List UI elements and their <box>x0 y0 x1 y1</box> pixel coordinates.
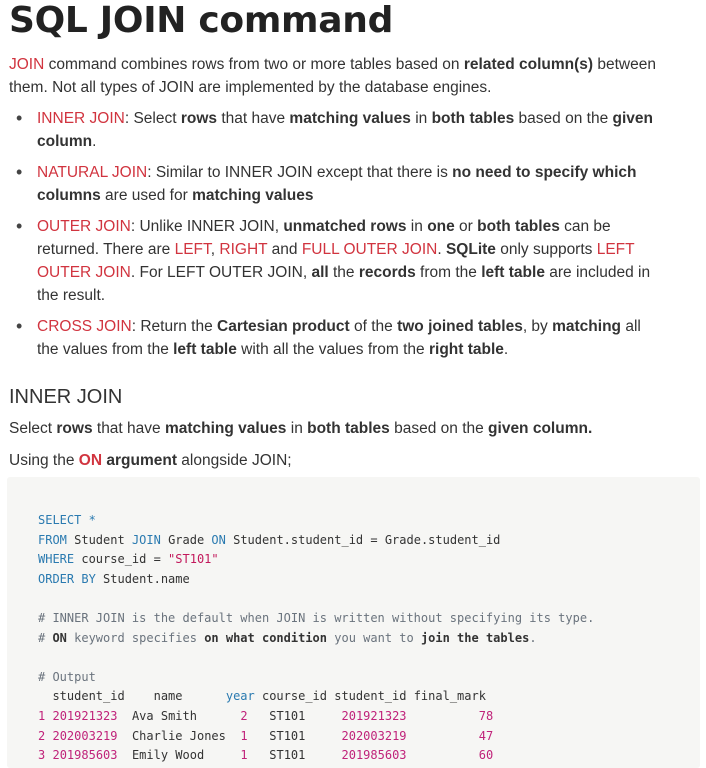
page-title: SQL JOIN command <box>9 0 394 41</box>
sql-code: SELECT * FROM Student JOIN Grade ON Student.student_id = Grade.student_id WHERE course_id = "ST101" ORDER BY Student.name # INNER JOIN is the default when JOIN is written without specifying its type. # ON keyword specifies on what condition you want to join the tables. # Output student_id name year course_id student_id final_mark 1 201921323 Ava Smith 2 ST101 201921323 78 2 202003219 Charlie Jones 1 ST101 202003219 47 3 201985603 Emily Wood 1 ST101 201985603 60 <box>38 513 595 763</box>
list-item-natural-join: • NATURAL JOIN: Similar to INNER JOIN except that there is no need to specify which columns are used for matching values <box>9 161 659 207</box>
join-types-list <box>9 107 659 369</box>
code-comment: # INNER JOIN is the default when JOIN is written without specifying its type. <box>38 610 595 625</box>
section-heading-inner-join: INNER JOIN <box>9 386 123 408</box>
list-item-outer-join: • OUTER JOIN: Unlike INNER JOIN, unmatched rows in one or both tables can be returned. There are LEFT, RIGHT and FULL OUTER JOIN. SQLite only supports LEFT OUTER JOIN. For LEFT OUTER JOIN, all the records from the left table are included in the result. <box>9 215 659 307</box>
intro-paragraph: JOIN command combines rows from two or more tables based on related column(s) between them. Not all types of JOIN are implemented by the database engines. <box>9 56 656 96</box>
on-argument-note: Using the ON argument alongside JOIN; <box>9 452 292 469</box>
output-row: 2 202003219 Charlie Jones 1 ST101 202003219 47 <box>38 728 494 743</box>
code-comment: # ON keyword specifies on what condition you want to join the tables. <box>38 630 537 645</box>
inner-join-description: Select rows that have matching values in both tables based on the given column. <box>9 420 593 437</box>
list-item-inner-join: • INNER JOIN: Select rows that have matching values in both tables based on the given column. <box>9 107 659 153</box>
list-item-cross-join: • CROSS JOIN: Return the Cartesian product of the two joined tables, by matching all the values from the left table with all the values from the right table. <box>9 315 659 361</box>
code-block[interactable] <box>7 477 700 768</box>
output-row: 3 201985603 Emily Wood 1 ST101 201985603 60 <box>38 748 494 763</box>
output-row: 1 201921323 Ava Smith 2 ST101 201921323 78 <box>38 708 494 723</box>
output-header: student_id name year course_id student_id final_mark <box>38 689 486 704</box>
